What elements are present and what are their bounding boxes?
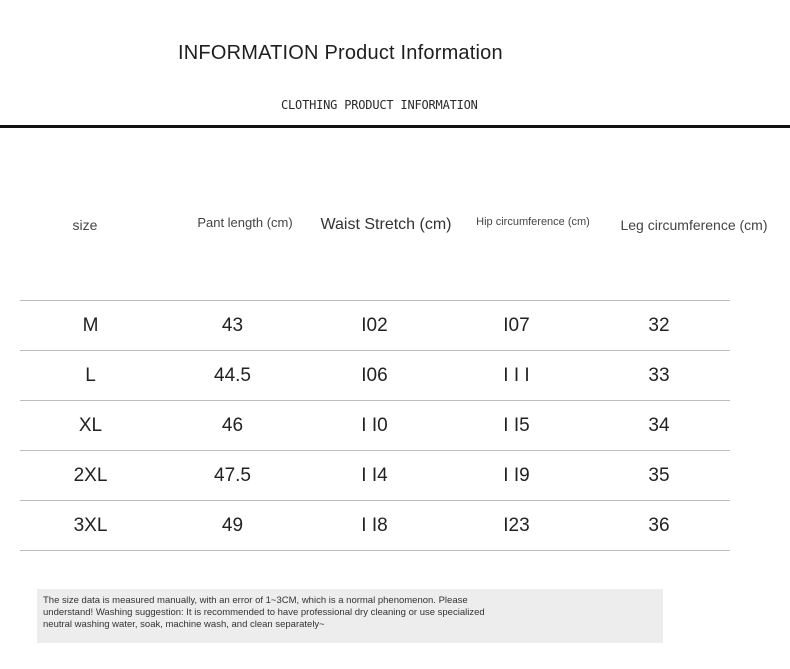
cell-size: M: [82, 314, 99, 336]
column-header-waist-stretch: Waist Stretch (cm): [320, 216, 452, 233]
cell-pant-length: 46: [221, 414, 244, 436]
cell-leg-circumference: 32: [648, 314, 670, 336]
cell-pant-length: 43: [221, 314, 244, 336]
cell-pant-length: 44.5: [214, 364, 251, 386]
measurement-note: [37, 589, 663, 643]
cell-pant-length: 47.5: [214, 464, 251, 486]
cell-hip-circumference: I I5: [503, 414, 530, 436]
page-subtitle: CLOTHING PRODUCT INFORMATION: [281, 98, 478, 112]
page-title: INFORMATION Product Information: [178, 42, 503, 64]
header-divider: [0, 125, 790, 128]
column-header-leg-circumference: Leg circumference (cm): [620, 217, 768, 233]
note-line: neutral washing water, soak, machine wash, and clean separately~: [43, 619, 325, 630]
cell-leg-circumference: 33: [648, 364, 670, 386]
cell-pant-length: 49: [221, 514, 244, 536]
cell-waist-stretch: I02: [361, 314, 388, 336]
cell-waist-stretch: I I8: [361, 514, 388, 536]
cell-size: L: [85, 364, 96, 386]
cell-hip-circumference: I I9: [503, 464, 530, 486]
cell-waist-stretch: I I4: [361, 464, 388, 486]
table-row: [20, 301, 730, 351]
column-header-hip-circumference: Hip circumference (cm): [476, 216, 590, 228]
note-line: understand! Washing suggestion: It is recommended to have professional dry cleaning or use specialized: [43, 607, 485, 618]
cell-size: 3XL: [73, 514, 108, 536]
cell-hip-circumference: I I I: [503, 364, 530, 386]
cell-waist-stretch: I I0: [361, 414, 388, 436]
table-row: [20, 351, 730, 401]
cell-waist-stretch: I06: [361, 364, 388, 386]
cell-hip-circumference: I07: [503, 314, 530, 336]
cell-leg-circumference: 36: [648, 514, 670, 536]
cell-size: 2XL: [73, 464, 108, 486]
table-row: [20, 451, 730, 501]
table-row: [20, 501, 730, 551]
column-header-pant-length: Pant length (cm): [197, 214, 293, 230]
table-row: [20, 401, 730, 451]
cell-hip-circumference: I23: [503, 514, 530, 536]
cell-size: XL: [78, 414, 103, 436]
cell-leg-circumference: 34: [648, 414, 670, 436]
cell-leg-circumference: 35: [648, 464, 670, 486]
note-line: The size data is measured manually, with an error of 1~3CM, which is a normal phenomenon. Please: [43, 595, 468, 606]
size-table: [20, 300, 730, 551]
column-header-size: size: [72, 217, 98, 233]
